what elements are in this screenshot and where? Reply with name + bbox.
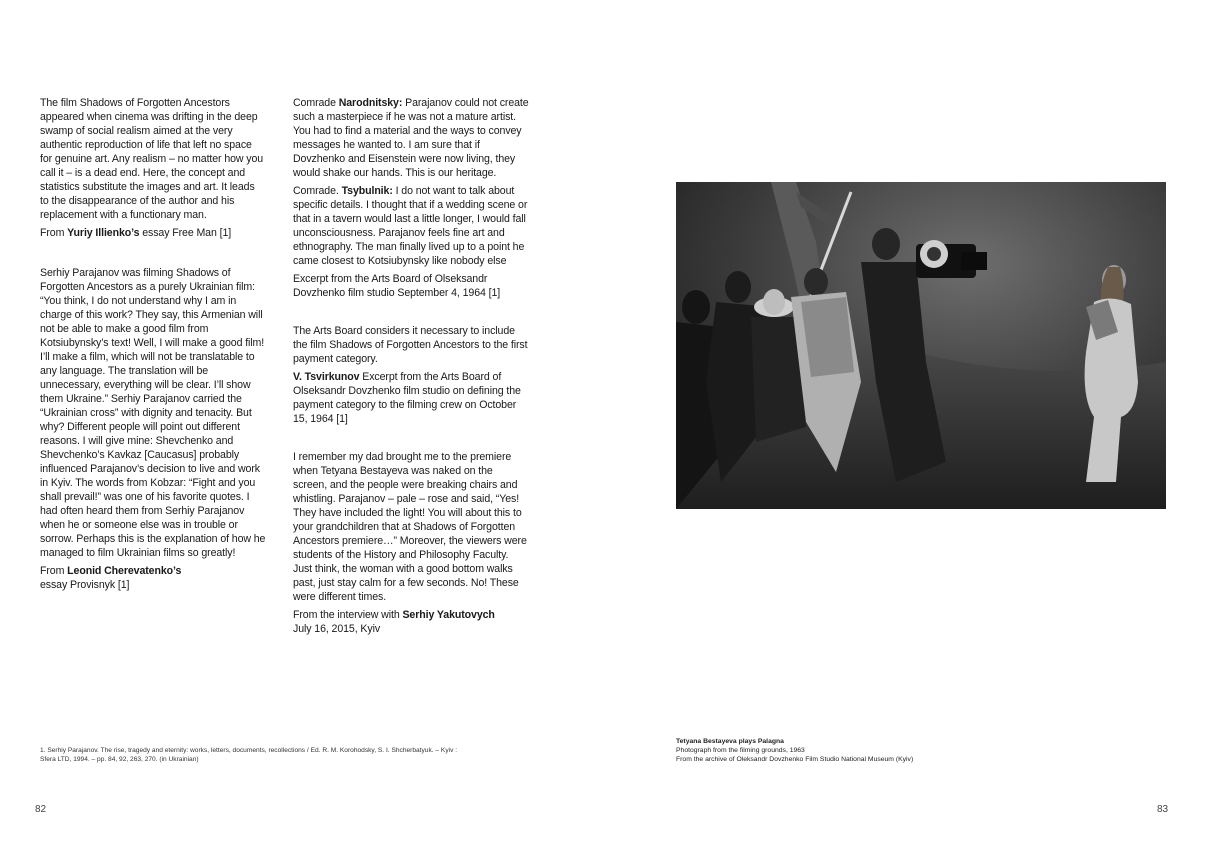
illienko-name: Yuriy Illienko’s: [67, 227, 140, 239]
spacer: [293, 300, 529, 324]
premiere-memory: I remember my dad brought me to the premiere when Tetyana Bestayeva was naked on the screen, and the people were breaking chairs and whistling. Parajanov – pale – rose and said, “Yes! They have included the light! You will about this to your grandchildren that at Shadows of Forgotten Ancestors premiere…” Moreover, the viewers were students of the History and Philosophy Faculty. Just think, the woman with a good bottom walks past, just stay calm for a few seconds. No! These were different times.: [293, 451, 527, 603]
narodnitsky-quote: Comrade Narodnitsky: Parajanov could not create such a masterpiece if he was not a mature artist. You had to find a material and the ways to convey messages he wanted to. I am sure that if Dovzhenko and Eisenstein were now living, they would shake our hands. This is our heritage.: [293, 97, 529, 179]
tsvirkunov-name: V. Tsvirkunov: [293, 371, 360, 383]
photo-caption: [676, 737, 1036, 764]
left-page: [0, 0, 604, 858]
page-number-right: 83: [1157, 804, 1169, 815]
tsybulnik-name: Tsybulnik:: [341, 185, 393, 197]
cherevatenko-quote: Serhiy Parajanov was filming Shadows of Forgotten Ancestors as a purely Ukrainian film: “You think, I do not understand why I am in charge of this work? They say, this Armenian will not be able to make a good film from Kotsiubynsky’s text! Well, I will make a good film! I’ll make a film, which will not be translatable to any language. The translation will be unnecessary, everything will be clear. I’ll show them Ukraine.” Serhiy Parajanov carried the “Ukrainian cross” with dignity and tenacity. But why? Different people will point out different reasons. I will give mine: Shevchenko and Shevchenko’s Kavkaz [Caucasus] probably influenced Parajanov’s decision to live and work in Kyiv. The words from Kobzar: “Fight and you shall prevail!” was one of his favorite quotes. I had often heard them from Serhiy Parajanov when he or someone else was in trouble or sorrow. Perhaps this is the explanation of how he managed to film Ukrainian films so greatly!: [40, 267, 266, 559]
footnote: 1. Serhiy Parajanov. The rise, tragedy and eternity: works, letters, documents, recollections / Ed. R. M. Korohodsky, S. I. Shcherbatyuk. – Kyiv : Sfera LTD, 1994. – pp. 84, 92, 263, 270. (in Ukrainian): [40, 747, 458, 763]
page-number-left: 82: [35, 804, 47, 815]
photograph-illustration: [676, 182, 1166, 509]
caption-title: Tetyana Bestayeva plays Palagna: [676, 738, 784, 745]
yakutovych-attribution: From the interview with Serhiy Yakutovych July 16, 2015, Kyiv: [293, 609, 495, 635]
cherevatenko-name: Leonid Cherevatenko’s: [67, 565, 182, 577]
text-column-1: [40, 96, 266, 592]
illienko-attribution: From Yuriy Illienko’s essay Free Man [1]: [40, 227, 232, 239]
text-column-2: [293, 96, 529, 636]
film-set-photograph: [676, 182, 1166, 509]
tsybulnik-quote: Comrade. Tsybulnik: I do not want to talk about specific details. I thought that if a wedding scene or that in a tavern would last a little longer, I would fall unconsciousness. Parajanov feels fine art and ethnography. The man finally lived up to a point he came closest to Kotsiubynsky like nobody else: [293, 185, 528, 267]
spacer: [40, 240, 266, 266]
tsvirkunov-attribution: V. Tsvirkunov Excerpt from the Arts Board of Olseksandr Dovzhenko film studio on defining the payment category to the filming crew on October 15, 1964 [1]: [293, 371, 521, 425]
arts-board-attribution: Excerpt from the Arts Board of Olseksandr Dovzhenko film studio September 4, 1964 [1]: [293, 273, 501, 299]
narodnitsky-name: Narodnitsky:: [338, 97, 403, 109]
caption-line-2: Photograph from the filming grounds, 1963: [676, 747, 805, 754]
caption-line-3: From the archive of Oleksandr Dovzhenko Film Studio National Museum (Kyiv): [676, 756, 914, 763]
cherevatenko-attribution: From Leonid Cherevatenko’s essay Provisnyk [1]: [40, 565, 182, 591]
yakutovych-name: Serhiy Yakutovych: [402, 609, 495, 621]
illienko-quote: The film Shadows of Forgotten Ancestors appeared when cinema was drifting in the deep swamp of social realism aimed at the very authentic reproduction of life that left no space for genuine art. Any realism – no matter how you call it – is a dead end. Here, the concept and statistics substitute the images and art. It leads to the disappearance of the author and his replacement with a functionary man.: [40, 97, 264, 221]
arts-board-decision: The Arts Board considers it necessary to include the film Shadows of Forgotten Ancestors to the first payment category.: [293, 325, 528, 365]
spacer: [293, 426, 529, 450]
